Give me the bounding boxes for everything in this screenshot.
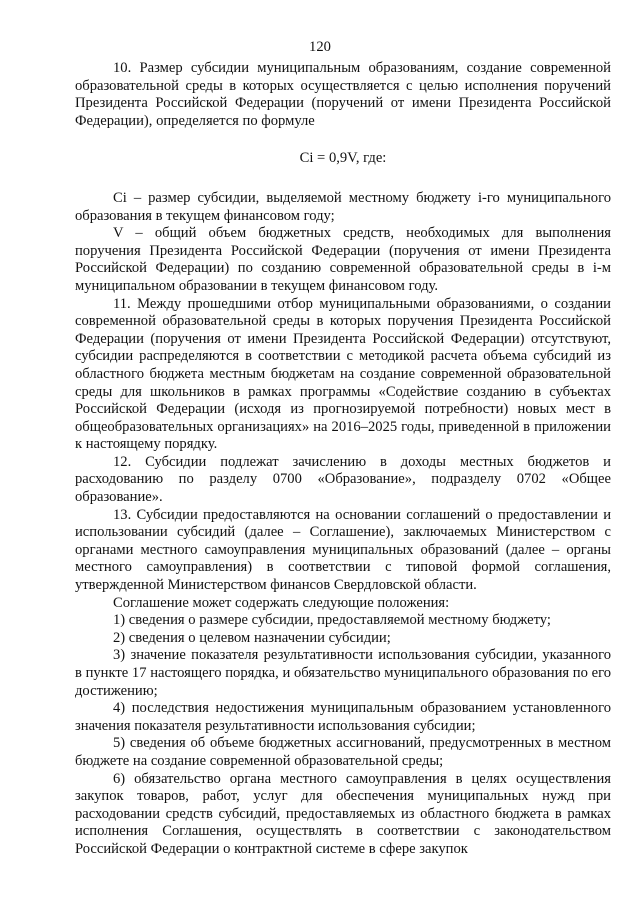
document-body [75,60,611,859]
paragraph-12: 12. Субсидии подлежат зачислению в доходы местных бюджетов и расходованию по разделу 0700 «Образование», подразделу 0702 «Общее образование». [75,453,611,506]
formula: Ci = 0,9V, где: [299,150,387,167]
page-number: 120 [309,39,331,55]
paragraph-agreement-intro: Соглашение может содержать следующие положения: [113,594,450,611]
list-item-3: 3) значение показателя результативности использования субсидии, указанного в пункте 17 настоящего порядка, и обязательство муниципального образования по его достижению; [75,647,611,699]
list-item-2: 2) сведения о целевом назначении субсидии; [113,629,391,646]
paragraph-ci-definition: Ci – размер субсидии, выделяемой местному бюджету i-го муниципального образования в текущем финансовом году; [75,189,611,224]
list-item-5: 5) сведения об объеме бюджетных ассигнований, предусмотренных в местном бюджете на создание современной образовательной среды; [75,735,611,769]
list-item-6: 6) обязательство органа местного самоуправления в целях осуществления закупок товаров, работ, услуг для обеспечения муниципальных нужд при расходовании средств субсидий, предоставляемых из областного бюджета в рамках исполнения Соглашения, осуществлять в соответствии с законодательством Российской Федерации о контрактной системе в сфере закупок [75,770,611,857]
list-item-1: 1) сведения о размере субсидии, предоставляемой местному бюджету; [113,612,551,629]
list-item-4: 4) последствия недостижения муниципальным образованием установленного значения показателя результативности использования субсидии; [75,700,611,734]
paragraph-v-definition: V – общий объем бюджетных средств, необходимых для выполнения поручения Президента Российской Федерации (поручения от имени Президента Российской Федерации) по созданию современной образовательной среды в i-м муниципальном образовании в текущем финансовом году. [75,225,611,294]
paragraph-10: 10. Размер субсидии муниципальным образованиям, создание современной образовательной среды в которых осуществляется с целью исполнения поручений Президента Российской Федерации (поручений от имени Президента Российской Федерации), определяется по формуле [75,60,611,129]
paragraph-11: 11. Между прошедшими отбор муниципальными образованиями, о создании современной образовательной среды в которых поручения Президента Российской Федерации (поручения от имени Президента Российской Федерации) отсутствуют, субсидии распределяются в соответствии с методикой расчета объема субсидий из областного бюджета местным бюджетам на создание современной образовательной среды для школьников в рамках программы «Содействие созданию в субъектах Российской Федерации (исходя из прогнозируемой потребности) новых мест в общеобразовательных организациях» на 2016–2025 годы, приведенной в приложении к настоящему порядку. [75,295,611,453]
paragraph-13: 13. Субсидии предоставляются на основании соглашений о предоставлении и использовании субсидий (далее – Соглашение), заключаемых Министерством с органами местного самоуправления муниципальных образований (далее – органы местного самоуправления) в соответствии с типовой формой соглашения, утвержденной Министерством финансов Свердловской области. [75,506,611,594]
